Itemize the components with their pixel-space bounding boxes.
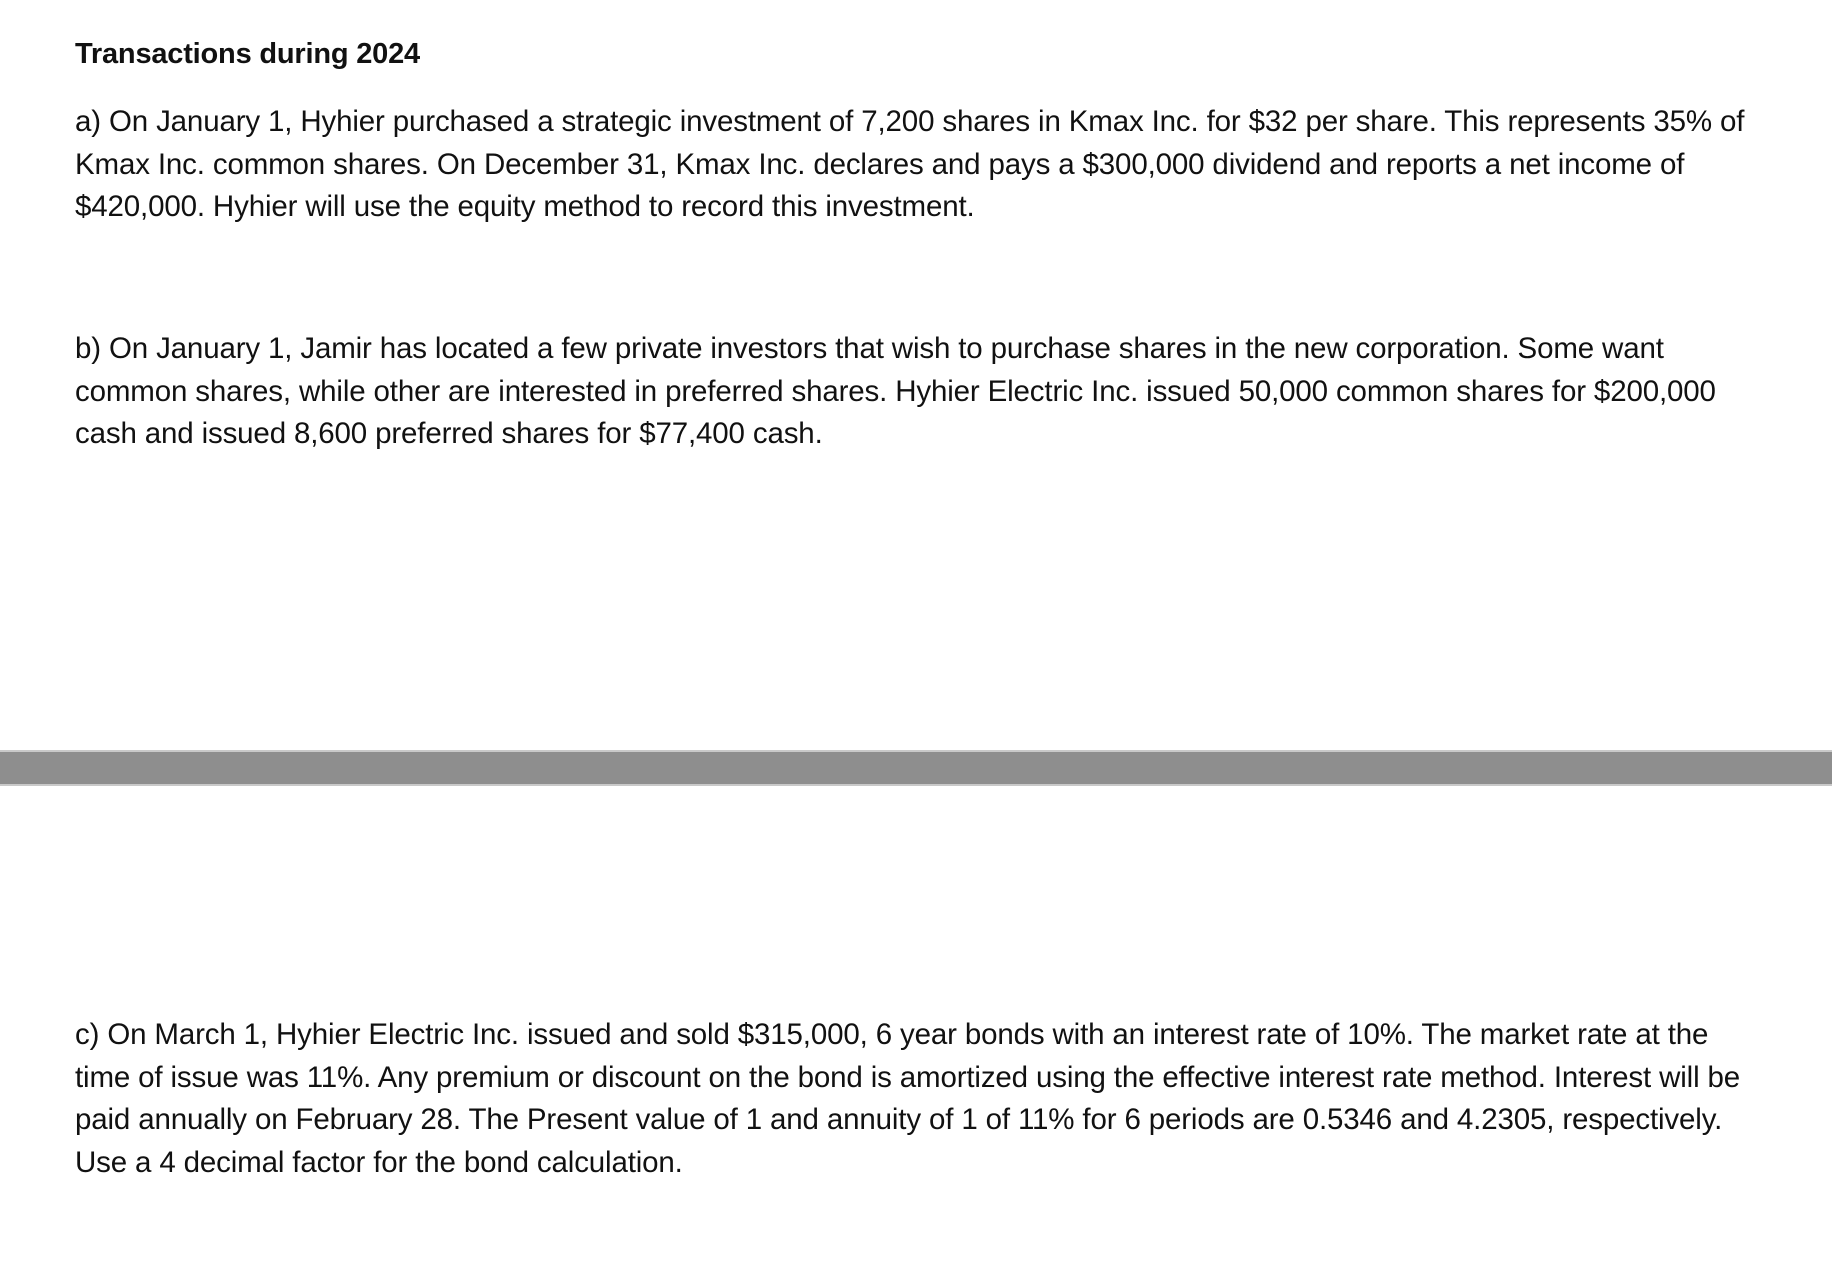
transaction-b-paragraph: b) On January 1, Jamir has located a few private investors that wish to purchase shares in the new corporation. Some want common shares, while other are interested in preferred shares. Hyhier Electric Inc. issued 50,000 common shares for $200,000 cash and issued 8,600 preferred shares for $77,400 cash. bbox=[75, 332, 1716, 450]
transaction-c-paragraph: c) On March 1, Hyhier Electric Inc. issued and sold $315,000, 6 year bonds with an interest rate of 10%. The market rate at the time of issue was 11%. Any premium or discount on the bond is amortized using the effective interest rate method. Interest will be paid annually on February 28. The Present value of 1 and annuity of 1 of 11% for 6 periods are 0.5346 and 4.2305, respectively. Use a 4 decimal factor for the bond calculation. bbox=[75, 1018, 1741, 1179]
page-separator bbox=[0, 750, 1832, 786]
page-title: Transactions during 2024 bbox=[75, 38, 420, 70]
transaction-a-paragraph: a) On January 1, Hyhier purchased a strategic investment of 7,200 shares in Kmax Inc. for $32 per share. This represents 35% of Kmax Inc. common shares. On December 31, Kmax Inc. declares and pays a $300,000 dividend and reports a net income of $420,000. Hyhier will use the equity method to record this investment. bbox=[75, 105, 1745, 223]
